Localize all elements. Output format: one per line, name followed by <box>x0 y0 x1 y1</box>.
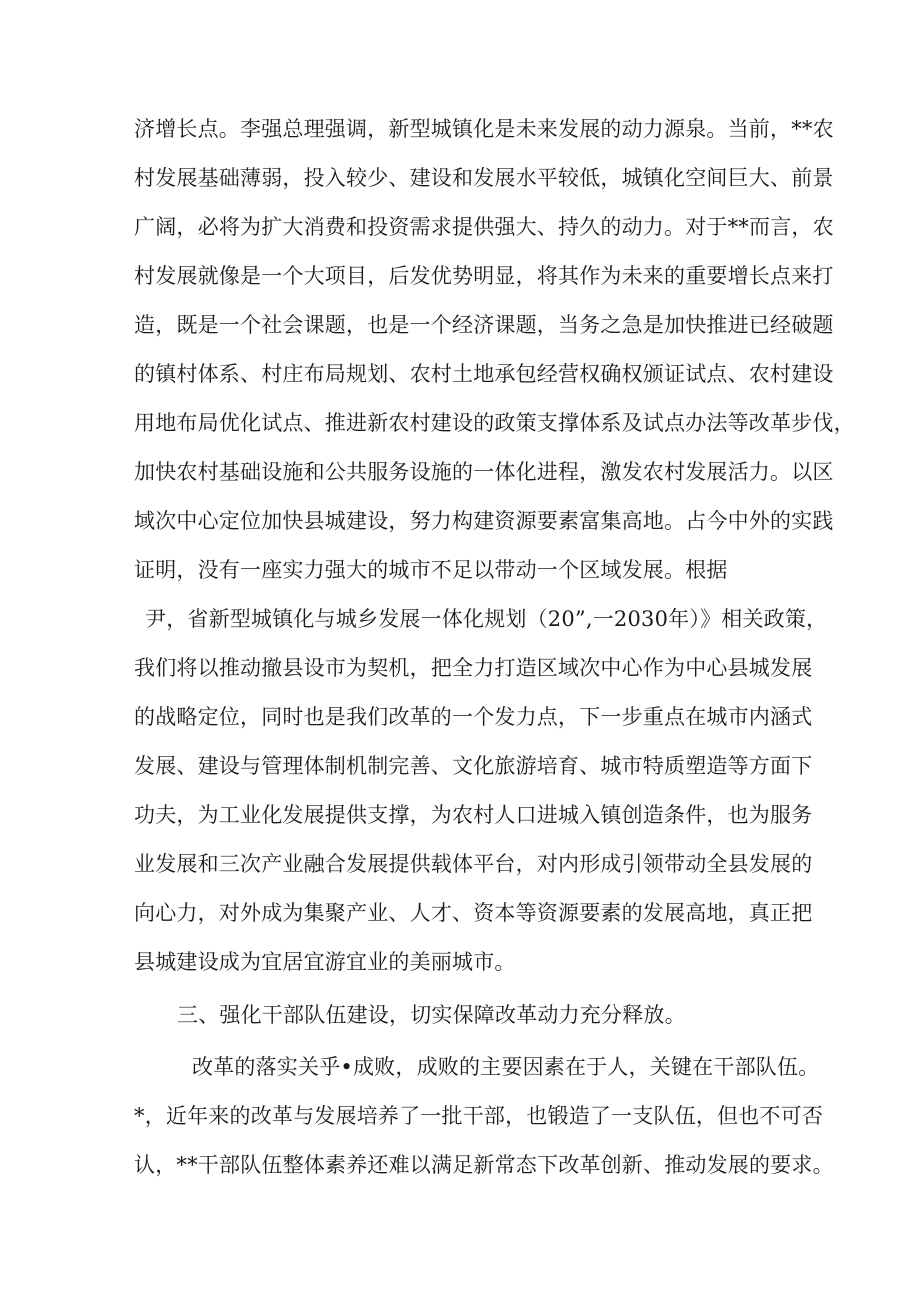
paragraph-3-line-1: 改革的落实关乎•成败，成败的主要因素在于人，关键在干部队伍。 <box>192 1055 820 1079</box>
paragraph-1-line-8: 加快农村基础设施和公共服务设施的一体化进程，激发农村发展活力。以区 <box>134 460 834 484</box>
paragraph-1-line-2: 村发展基础薄弱，投入较少、建设和发展水平较低，城镇化空间巨大、前景 <box>134 166 834 190</box>
paragraph-1-line-4: 村发展就像是一个大项目，后发优势明显，将其作为未来的重要增长点来打 <box>134 264 834 288</box>
section-heading: 三、强化干部队伍建设，切实保障改革动力充分释放。 <box>177 1003 686 1027</box>
paragraph-1-line-7: 用地布局优化试点、推进新农村建设的政策支撑体系及试点办法等改革步伐， <box>134 411 855 435</box>
paragraph-1-line-10: 证明，没有一座实力强大的城市不足以带动一个区域发展。根据 <box>134 558 728 582</box>
paragraph-2-line-6: 业发展和三次产业融合发展提供载体平台，对内形成引领带动全县发展的 <box>134 852 813 876</box>
paragraph-2-line-4: 发展、建设与管理体制机制完善、文化旅游培育、城市特质塑造等方面下 <box>134 754 813 778</box>
paragraph-1-line-3: 广阔，必将为扩大消费和投资需求提供强大、持久的动力。对于**而言，农 <box>134 215 834 239</box>
paragraph-1-line-9: 域次中心定位加快县城建设，努力构建资源要素富集高地。占今中外的实践 <box>134 509 834 533</box>
paragraph-2-line-1: 尹，省新型城镇化与城乡发展一体化规划（20”,一2030年）》相关政策， <box>145 607 828 631</box>
paragraph-1-line-5: 造，既是一个社会课题，也是一个经济课题，当务之急是加快推进已经破题 <box>134 313 834 337</box>
paragraph-2-line-2: 我们将以推动撤县设市为契机，把全力打造区域次中心作为中心县城发展 <box>134 656 813 680</box>
paragraph-3-line-3: 认，**干部队伍整体素养还难以满足新常态下改革创新、推动发展的要求。 <box>134 1153 834 1177</box>
paragraph-1-line-6: 的镇村体系、村庄布局规划、农村土地承包经营权确权颁证试点、农村建设 <box>134 362 834 386</box>
paragraph-2-line-7: 向心力，对外成为集聚产业、人才、资本等资源要素的发展高地，真正把 <box>134 901 813 925</box>
paragraph-2-line-3: 的战略定位，同时也是我们改革的一个发力点，下一步重点在城市内涵式 <box>134 705 813 729</box>
paragraph-3-line-2: *，近年来的改革与发展培养了一批干部，也锻造了一支队伍，但也不可否 <box>134 1104 824 1128</box>
paragraph-2-line-5: 功夫，为工业化发展提供支撑，为农村人口进城入镇创造条件，也为服务 <box>134 803 813 827</box>
paragraph-1-line-1: 济增长点。李强总理强调，新型城镇化是未来发展的动力源泉。当前，**农 <box>134 117 834 141</box>
paragraph-2-line-8: 县城建设成为宜居宜游宜业的美丽城市。 <box>134 950 516 974</box>
